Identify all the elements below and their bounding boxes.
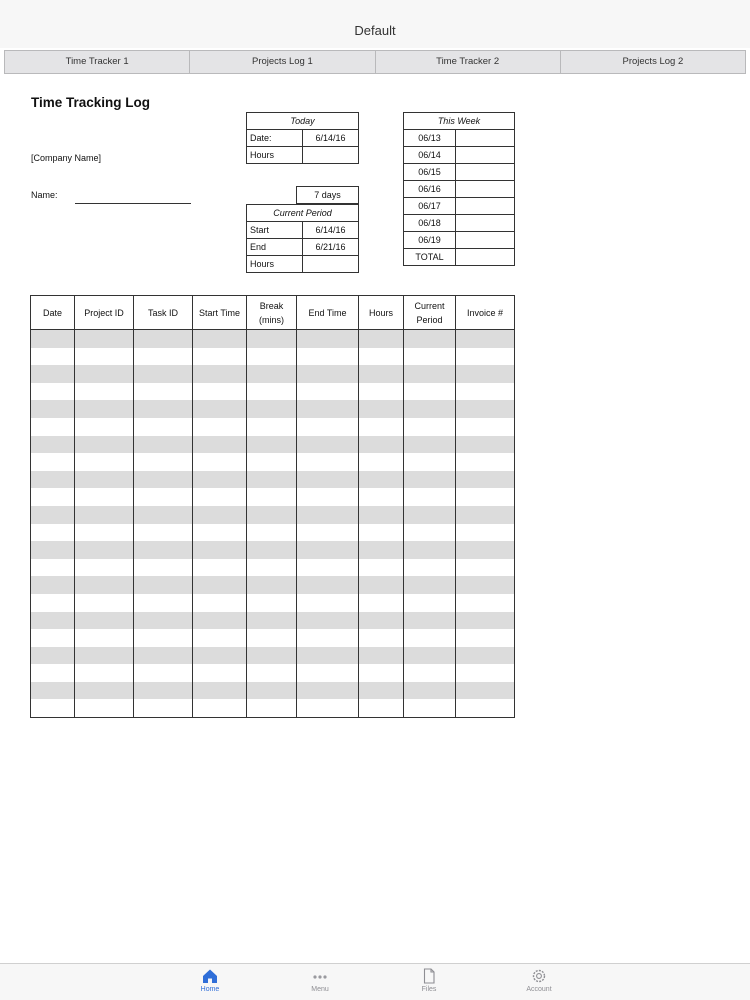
table-cell[interactable] xyxy=(247,682,297,700)
this-week-summary xyxy=(403,112,515,266)
table-cell[interactable] xyxy=(193,400,247,418)
time-log-table xyxy=(30,295,515,718)
week-header: This Week xyxy=(404,113,515,130)
table-cell[interactable] xyxy=(456,383,515,401)
table-cell[interactable] xyxy=(75,453,134,471)
column-header-current-period: Current Period xyxy=(404,296,456,330)
table-cell[interactable] xyxy=(31,576,75,594)
table-cell[interactable] xyxy=(134,559,193,577)
table-cell[interactable] xyxy=(134,418,193,436)
table-cell[interactable] xyxy=(193,664,247,682)
table-row xyxy=(31,594,515,612)
table-cell[interactable] xyxy=(75,541,134,559)
week-day-label: 06/17 xyxy=(404,198,456,215)
table-cell[interactable] xyxy=(75,612,134,630)
table-cell[interactable] xyxy=(75,418,134,436)
table-cell[interactable] xyxy=(456,488,515,506)
table-row xyxy=(31,488,515,506)
table-cell[interactable] xyxy=(297,400,359,418)
table-cell[interactable] xyxy=(297,383,359,401)
column-header-break: Break (mins) xyxy=(247,296,297,330)
table-cell[interactable] xyxy=(456,629,515,647)
table-cell[interactable] xyxy=(247,330,297,348)
table-cell[interactable] xyxy=(297,699,359,717)
company-name[interactable]: [Company Name] xyxy=(31,153,102,163)
table-cell[interactable] xyxy=(247,365,297,383)
week-day-hours[interactable] xyxy=(456,215,515,232)
table-cell[interactable] xyxy=(297,488,359,506)
table-cell[interactable] xyxy=(297,612,359,630)
table-cell[interactable] xyxy=(134,436,193,454)
table-cell[interactable] xyxy=(31,594,75,612)
table-row xyxy=(31,541,515,559)
table-cell[interactable] xyxy=(193,365,247,383)
table-cell[interactable] xyxy=(134,647,193,665)
week-day-label: 06/19 xyxy=(404,232,456,249)
table-cell[interactable] xyxy=(404,418,456,436)
table-cell[interactable] xyxy=(31,664,75,682)
table-cell[interactable] xyxy=(193,471,247,489)
table-cell[interactable] xyxy=(75,664,134,682)
table-cell[interactable] xyxy=(247,506,297,524)
nav-account-label: Account xyxy=(526,986,552,993)
table-cell[interactable] xyxy=(247,576,297,594)
table-cell[interactable] xyxy=(404,576,456,594)
table-cell[interactable] xyxy=(404,664,456,682)
table-cell[interactable] xyxy=(247,348,297,366)
table-cell[interactable] xyxy=(297,682,359,700)
table-cell[interactable] xyxy=(247,400,297,418)
table-cell[interactable] xyxy=(404,541,456,559)
tab-projects-log-2[interactable]: Projects Log 2 xyxy=(622,56,684,67)
table-cell[interactable] xyxy=(134,699,193,717)
table-cell[interactable] xyxy=(247,471,297,489)
table-cell[interactable] xyxy=(193,436,247,454)
table-cell[interactable] xyxy=(456,436,515,454)
period-start-value[interactable]: 6/14/16 xyxy=(303,222,359,239)
table-cell[interactable] xyxy=(193,330,247,348)
table-cell[interactable] xyxy=(359,524,404,542)
table-cell[interactable] xyxy=(297,629,359,647)
table-row xyxy=(31,471,515,489)
table-cell[interactable] xyxy=(134,400,193,418)
table-cell[interactable] xyxy=(134,488,193,506)
table-cell[interactable] xyxy=(359,436,404,454)
table-cell[interactable] xyxy=(75,330,134,348)
table-cell[interactable] xyxy=(247,647,297,665)
today-summary xyxy=(246,112,359,164)
table-cell[interactable] xyxy=(31,559,75,577)
table-cell[interactable] xyxy=(359,612,404,630)
table-row xyxy=(31,699,515,717)
table-cell[interactable] xyxy=(404,682,456,700)
table-cell[interactable] xyxy=(404,488,456,506)
table-cell[interactable] xyxy=(31,682,75,700)
table-cell[interactable] xyxy=(297,594,359,612)
table-cell[interactable] xyxy=(297,453,359,471)
table-cell[interactable] xyxy=(297,524,359,542)
gear-icon xyxy=(530,968,548,984)
table-row xyxy=(31,664,515,682)
sheet-tabs xyxy=(4,50,746,74)
table-cell[interactable] xyxy=(134,682,193,700)
table-cell[interactable] xyxy=(456,330,515,348)
table-cell[interactable] xyxy=(297,418,359,436)
table-cell[interactable] xyxy=(297,506,359,524)
table-cell[interactable] xyxy=(404,436,456,454)
table-cell[interactable] xyxy=(297,348,359,366)
table-cell[interactable] xyxy=(134,348,193,366)
table-cell[interactable] xyxy=(404,524,456,542)
table-cell[interactable] xyxy=(456,348,515,366)
table-cell[interactable] xyxy=(75,576,134,594)
table-cell[interactable] xyxy=(75,348,134,366)
table-cell[interactable] xyxy=(193,699,247,717)
table-cell[interactable] xyxy=(134,330,193,348)
table-cell[interactable] xyxy=(75,471,134,489)
table-cell[interactable] xyxy=(134,365,193,383)
table-row xyxy=(31,682,515,700)
table-cell[interactable] xyxy=(134,576,193,594)
table-cell[interactable] xyxy=(31,330,75,348)
more-icon xyxy=(311,968,329,984)
table-cell[interactable] xyxy=(247,453,297,471)
table-cell[interactable] xyxy=(359,664,404,682)
table-cell[interactable] xyxy=(456,541,515,559)
table-row xyxy=(31,383,515,401)
table-cell[interactable] xyxy=(297,576,359,594)
table-cell[interactable] xyxy=(31,506,75,524)
table-cell[interactable] xyxy=(247,629,297,647)
week-day-hours[interactable] xyxy=(456,198,515,215)
table-cell[interactable] xyxy=(359,383,404,401)
table-cell[interactable] xyxy=(456,418,515,436)
table-cell[interactable] xyxy=(193,383,247,401)
tab-time-tracker-2[interactable]: Time Tracker 2 xyxy=(376,51,561,73)
column-header-task-id: Task ID xyxy=(134,296,193,330)
table-row xyxy=(31,436,515,454)
period-hours-label: Hours xyxy=(247,256,303,273)
table-cell[interactable] xyxy=(75,436,134,454)
table-cell[interactable] xyxy=(134,453,193,471)
period-length xyxy=(296,186,359,204)
table-cell[interactable] xyxy=(193,647,247,665)
table-row xyxy=(31,506,515,524)
nav-files[interactable] xyxy=(399,968,459,993)
table-cell[interactable] xyxy=(31,348,75,366)
table-cell[interactable] xyxy=(456,506,515,524)
table-cell[interactable] xyxy=(297,541,359,559)
table-cell[interactable] xyxy=(456,647,515,665)
week-day-hours[interactable] xyxy=(456,164,515,181)
table-cell[interactable] xyxy=(456,682,515,700)
name-field[interactable] xyxy=(75,203,191,204)
table-row xyxy=(31,524,515,542)
period-hours-value[interactable] xyxy=(303,256,359,273)
table-cell[interactable] xyxy=(193,488,247,506)
table-cell[interactable] xyxy=(404,559,456,577)
column-header-start-time: Start Time xyxy=(193,296,247,330)
table-cell[interactable] xyxy=(193,524,247,542)
table-row xyxy=(31,576,515,594)
week-day-label: 06/16 xyxy=(404,181,456,198)
table-row xyxy=(31,348,515,366)
table-cell[interactable] xyxy=(404,348,456,366)
today-date-label: Date: xyxy=(247,130,303,147)
table-cell[interactable] xyxy=(297,647,359,665)
table-cell[interactable] xyxy=(404,365,456,383)
table-cell[interactable] xyxy=(404,699,456,717)
nav-home[interactable] xyxy=(180,968,240,993)
column-header-date: Date xyxy=(31,296,75,330)
column-header-invoice: Invoice # xyxy=(456,296,515,330)
bottom-nav xyxy=(0,963,750,1000)
table-cell[interactable] xyxy=(31,471,75,489)
table-cell[interactable] xyxy=(247,418,297,436)
table-cell[interactable] xyxy=(31,488,75,506)
table-cell[interactable] xyxy=(359,506,404,524)
table-cell[interactable] xyxy=(75,629,134,647)
tab-time-tracker-1[interactable]: Time Tracker 1 xyxy=(5,51,190,73)
table-cell[interactable] xyxy=(456,524,515,542)
table-cell[interactable] xyxy=(359,594,404,612)
table-cell[interactable] xyxy=(247,524,297,542)
table-cell[interactable] xyxy=(359,453,404,471)
period-header: Current Period xyxy=(247,205,359,222)
table-cell[interactable] xyxy=(404,400,456,418)
table-row xyxy=(31,400,515,418)
table-row xyxy=(31,647,515,665)
table-cell[interactable] xyxy=(193,682,247,700)
week-day-hours[interactable] xyxy=(456,130,515,147)
table-cell[interactable] xyxy=(31,524,75,542)
table-cell[interactable] xyxy=(297,330,359,348)
current-period-summary xyxy=(246,204,359,273)
table-row xyxy=(31,612,515,630)
week-day-label: 06/14 xyxy=(404,147,456,164)
table-cell[interactable] xyxy=(359,647,404,665)
table-cell[interactable] xyxy=(31,541,75,559)
tab-projects-log-1[interactable]: Projects Log 1 xyxy=(190,51,375,73)
week-day-hours[interactable] xyxy=(456,147,515,164)
table-cell[interactable] xyxy=(404,629,456,647)
column-header-end-time: End Time xyxy=(297,296,359,330)
table-cell[interactable] xyxy=(404,647,456,665)
table-cell[interactable] xyxy=(404,612,456,630)
today-hours-label: Hours xyxy=(247,147,303,164)
table-cell[interactable] xyxy=(247,612,297,630)
week-total-value[interactable] xyxy=(456,249,515,266)
table-cell[interactable] xyxy=(75,506,134,524)
table-cell[interactable] xyxy=(456,576,515,594)
table-cell[interactable] xyxy=(247,436,297,454)
table-cell[interactable] xyxy=(31,383,75,401)
table-cell[interactable] xyxy=(134,594,193,612)
table-cell[interactable] xyxy=(193,453,247,471)
table-cell[interactable] xyxy=(31,647,75,665)
table-cell[interactable] xyxy=(404,330,456,348)
table-row xyxy=(31,559,515,577)
table-cell[interactable] xyxy=(134,541,193,559)
table-cell[interactable] xyxy=(75,647,134,665)
window-title: Default xyxy=(0,0,750,48)
period-start-label: Start xyxy=(247,222,303,239)
table-cell[interactable] xyxy=(359,682,404,700)
column-header-project-id: Project ID xyxy=(75,296,134,330)
table-cell[interactable] xyxy=(247,559,297,577)
table-cell[interactable] xyxy=(456,400,515,418)
table-cell[interactable] xyxy=(134,664,193,682)
table-cell[interactable] xyxy=(359,400,404,418)
table-cell[interactable] xyxy=(456,365,515,383)
table-cell[interactable] xyxy=(297,436,359,454)
table-cell[interactable] xyxy=(31,365,75,383)
file-icon xyxy=(420,968,438,984)
table-cell[interactable] xyxy=(359,418,404,436)
table-cell[interactable] xyxy=(456,699,515,717)
table-cell[interactable] xyxy=(31,418,75,436)
table-cell[interactable] xyxy=(31,612,75,630)
today-hours-value[interactable] xyxy=(303,147,359,164)
table-cell[interactable] xyxy=(31,453,75,471)
table-cell[interactable] xyxy=(134,383,193,401)
table-cell[interactable] xyxy=(359,629,404,647)
table-cell[interactable] xyxy=(247,488,297,506)
table-cell[interactable] xyxy=(297,471,359,489)
table-cell[interactable] xyxy=(193,629,247,647)
table-cell[interactable] xyxy=(297,559,359,577)
table-cell[interactable] xyxy=(359,471,404,489)
table-cell[interactable] xyxy=(134,524,193,542)
table-cell[interactable] xyxy=(134,612,193,630)
week-day-label: 06/13 xyxy=(404,130,456,147)
table-cell[interactable] xyxy=(456,612,515,630)
today-header: Today xyxy=(247,113,359,130)
today-date-value[interactable]: 6/14/16 xyxy=(303,130,359,147)
table-cell[interactable] xyxy=(31,699,75,717)
period-end-label: End xyxy=(247,239,303,256)
table-row xyxy=(31,453,515,471)
table-cell[interactable] xyxy=(193,559,247,577)
table-cell[interactable] xyxy=(404,453,456,471)
week-total-label: TOTAL xyxy=(404,249,456,266)
table-cell[interactable] xyxy=(359,699,404,717)
table-cell[interactable] xyxy=(297,365,359,383)
table-cell[interactable] xyxy=(75,400,134,418)
table-cell[interactable] xyxy=(193,576,247,594)
table-cell[interactable] xyxy=(359,348,404,366)
table-cell[interactable] xyxy=(247,664,297,682)
table-cell[interactable] xyxy=(297,664,359,682)
document-title: Time Tracking Log xyxy=(31,95,151,110)
table-cell[interactable] xyxy=(359,541,404,559)
table-cell[interactable] xyxy=(193,506,247,524)
table-cell[interactable] xyxy=(247,541,297,559)
table-cell[interactable] xyxy=(404,383,456,401)
table-cell[interactable] xyxy=(134,506,193,524)
table-cell[interactable] xyxy=(247,699,297,717)
name-label: Name: xyxy=(31,190,58,200)
table-cell[interactable] xyxy=(134,471,193,489)
period-days[interactable]: 7 days xyxy=(297,187,359,204)
table-cell[interactable] xyxy=(75,488,134,506)
table-cell[interactable] xyxy=(456,471,515,489)
table-cell[interactable] xyxy=(404,594,456,612)
table-cell[interactable] xyxy=(359,488,404,506)
table-cell[interactable] xyxy=(134,629,193,647)
table-cell[interactable] xyxy=(193,612,247,630)
table-cell[interactable] xyxy=(359,365,404,383)
week-day-hours[interactable] xyxy=(456,232,515,249)
nav-home-label: Home xyxy=(200,986,220,993)
table-cell[interactable] xyxy=(359,576,404,594)
table-row xyxy=(31,629,515,647)
table-row xyxy=(31,330,515,348)
week-day-hours[interactable] xyxy=(456,181,515,198)
nav-menu[interactable] xyxy=(290,968,350,993)
table-cell[interactable] xyxy=(456,453,515,471)
table-cell[interactable] xyxy=(31,436,75,454)
table-cell[interactable] xyxy=(247,383,297,401)
table-cell[interactable] xyxy=(193,348,247,366)
table-row xyxy=(31,418,515,436)
table-cell[interactable] xyxy=(193,418,247,436)
table-cell[interactable] xyxy=(404,471,456,489)
table-cell[interactable] xyxy=(75,383,134,401)
table-cell[interactable] xyxy=(75,524,134,542)
table-cell[interactable] xyxy=(75,682,134,700)
table-cell[interactable] xyxy=(75,699,134,717)
nav-menu-label: Menu xyxy=(311,986,329,993)
column-header-hours: Hours xyxy=(359,296,404,330)
table-cell[interactable] xyxy=(456,594,515,612)
home-icon xyxy=(201,968,219,984)
table-cell[interactable] xyxy=(456,559,515,577)
week-day-label: 06/18 xyxy=(404,215,456,232)
week-day-label: 06/15 xyxy=(404,164,456,181)
table-cell[interactable] xyxy=(31,629,75,647)
table-cell[interactable] xyxy=(247,594,297,612)
table-cell[interactable] xyxy=(359,559,404,577)
table-cell[interactable] xyxy=(193,541,247,559)
nav-account[interactable] xyxy=(509,968,569,993)
table-cell[interactable] xyxy=(75,365,134,383)
table-cell[interactable] xyxy=(75,559,134,577)
table-cell[interactable] xyxy=(456,664,515,682)
table-cell[interactable] xyxy=(404,506,456,524)
table-cell[interactable] xyxy=(75,594,134,612)
nav-files-label: Files xyxy=(421,986,437,993)
table-cell[interactable] xyxy=(193,594,247,612)
table-row xyxy=(31,365,515,383)
table-cell[interactable] xyxy=(31,400,75,418)
period-end-value[interactable]: 6/21/16 xyxy=(303,239,359,256)
table-cell[interactable] xyxy=(359,330,404,348)
